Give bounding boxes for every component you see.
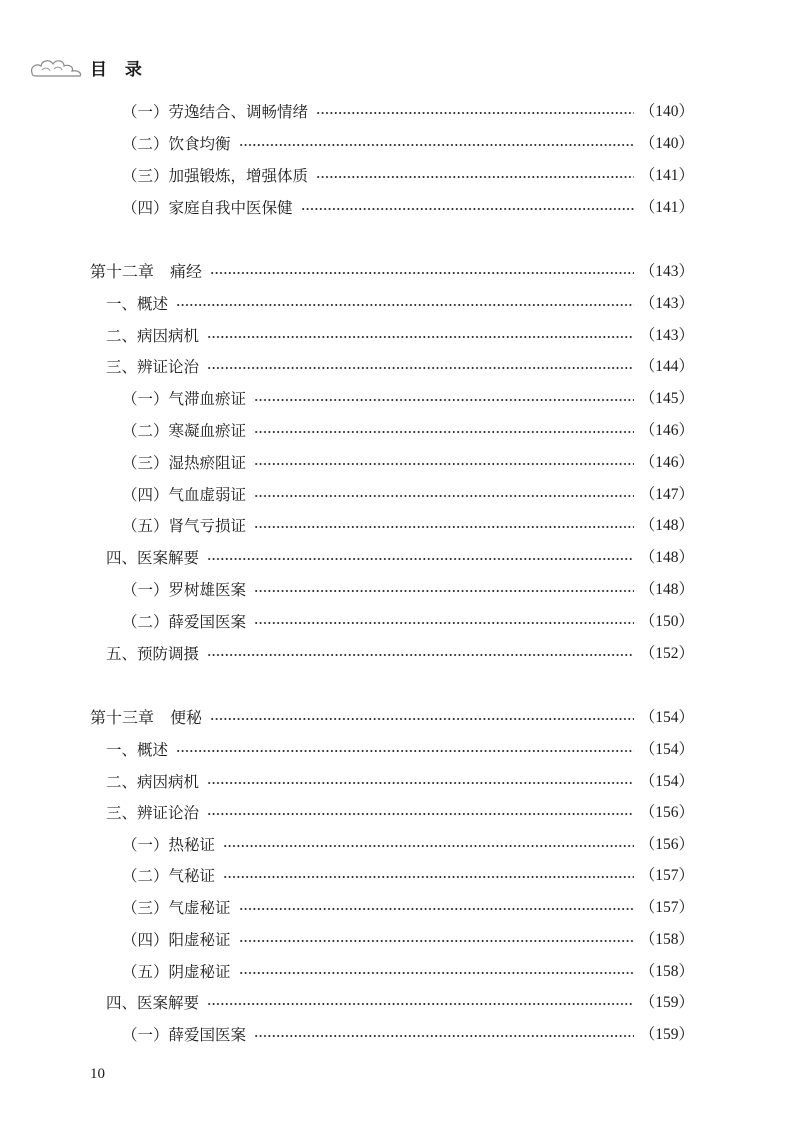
toc-entry-page: （154） bbox=[639, 741, 694, 758]
toc-entry-title: （一）罗树雄医案 bbox=[122, 575, 252, 605]
toc-entry-page: （148） bbox=[639, 549, 694, 566]
toc-entry-title: 四、医案解要 bbox=[106, 543, 205, 573]
toc-entry-row[interactable] bbox=[0, 575, 800, 605]
dot-leader bbox=[210, 718, 634, 720]
dot-leader bbox=[207, 336, 634, 338]
toc-entry-row[interactable] bbox=[0, 352, 800, 382]
toc-entry-title: 四、医案解要 bbox=[106, 988, 205, 1018]
toc-entry-row[interactable] bbox=[0, 925, 800, 955]
toc-entry-row[interactable] bbox=[0, 161, 800, 191]
toc-entry-page: （143） bbox=[639, 263, 694, 280]
toc-entry-title: （五）阴虚秘证 bbox=[122, 957, 237, 987]
toc-entry-row[interactable] bbox=[0, 480, 800, 510]
dot-leader bbox=[239, 940, 634, 942]
toc-entry-row[interactable] bbox=[0, 129, 800, 159]
toc-entry-title: 五、预防调摄 bbox=[106, 639, 205, 669]
toc-entry-row[interactable] bbox=[0, 861, 800, 891]
toc-entry-page: （156） bbox=[639, 804, 694, 821]
toc-entry-title: 二、病因病机 bbox=[106, 767, 205, 797]
toc-entry-title: （二）气秘证 bbox=[122, 861, 221, 891]
dot-leader bbox=[207, 1003, 634, 1005]
dot-leader bbox=[207, 367, 634, 369]
dot-leader bbox=[223, 876, 634, 878]
toc-entry-page: （143） bbox=[639, 327, 694, 344]
toc-entry-row[interactable] bbox=[0, 416, 800, 446]
dot-leader bbox=[254, 526, 634, 528]
dot-leader bbox=[176, 304, 634, 306]
toc-entry-page: （147） bbox=[639, 486, 694, 503]
toc-entry-row[interactable] bbox=[0, 384, 800, 414]
toc-entry-title: （二）饮食均衡 bbox=[122, 129, 237, 159]
toc-entry-row[interactable] bbox=[0, 1020, 800, 1050]
dot-leader bbox=[254, 622, 634, 624]
toc-entry-row[interactable] bbox=[0, 893, 800, 923]
toc-entry-title: （四）阳虚秘证 bbox=[122, 925, 237, 955]
toc-entry-page: （158） bbox=[639, 963, 694, 980]
toc-entry-row[interactable] bbox=[0, 321, 800, 351]
toc-entry-title: （一）薛爱国医案 bbox=[122, 1020, 252, 1050]
toc-entry-page: （140） bbox=[639, 135, 694, 152]
dot-leader bbox=[301, 208, 634, 210]
toc-entry-page: （150） bbox=[639, 613, 694, 630]
dot-leader bbox=[254, 463, 634, 465]
toc-entry-title: （一）气滞血瘀证 bbox=[122, 384, 252, 414]
toc-entry-row[interactable] bbox=[0, 511, 800, 541]
toc-entry-title: （三）湿热瘀阻证 bbox=[122, 448, 252, 478]
toc-entry-row[interactable] bbox=[0, 448, 800, 478]
dot-leader bbox=[254, 590, 634, 592]
toc-entry-title: 第十二章 痛经 bbox=[90, 257, 208, 287]
toc-entry-row[interactable] bbox=[0, 988, 800, 1018]
toc-entry-title: （三）加强锻炼，增强体质 bbox=[122, 161, 314, 191]
toc-entry-row[interactable] bbox=[0, 193, 800, 223]
toc-chapter-row[interactable] bbox=[0, 257, 800, 287]
toc-entry-page: （157） bbox=[639, 867, 694, 884]
toc-entry-row[interactable] bbox=[0, 830, 800, 860]
toc-entry-page: （144） bbox=[639, 358, 694, 375]
dot-leader bbox=[223, 845, 634, 847]
toc-entry-page: （154） bbox=[639, 709, 694, 726]
toc-entry-title: 一、概述 bbox=[106, 735, 174, 765]
toc-entry-page: （159） bbox=[639, 994, 694, 1011]
dot-leader bbox=[239, 144, 634, 146]
dot-leader bbox=[207, 813, 634, 815]
toc-entry-title: （四）气血虚弱证 bbox=[122, 480, 252, 510]
toc-entry-row[interactable] bbox=[0, 543, 800, 573]
toc-entry-title: （五）肾气亏损证 bbox=[122, 511, 252, 541]
toc-entry-row[interactable] bbox=[0, 289, 800, 319]
toc-entry-page: （141） bbox=[639, 199, 694, 216]
dot-leader bbox=[316, 176, 634, 178]
page-number: 10 bbox=[90, 1066, 105, 1082]
dot-leader bbox=[254, 1035, 634, 1037]
toc-entry-page: （152） bbox=[639, 645, 694, 662]
toc-entry-page: （159） bbox=[639, 1026, 694, 1043]
toc-entry-row[interactable] bbox=[0, 735, 800, 765]
toc-entry-page: （158） bbox=[639, 931, 694, 948]
toc-entry-page: （148） bbox=[639, 581, 694, 598]
dot-leader bbox=[207, 782, 634, 784]
toc-entry-title: （四）家庭自我中医保健 bbox=[122, 193, 299, 223]
dot-leader bbox=[207, 558, 634, 560]
toc-entry-page: （145） bbox=[639, 390, 694, 407]
toc-entry-title: 三、辨证论治 bbox=[106, 798, 205, 828]
toc-chapter-row[interactable] bbox=[0, 703, 800, 733]
toc-entry-page: （146） bbox=[639, 422, 694, 439]
toc-entry-row[interactable] bbox=[0, 957, 800, 987]
toc-entry-title: 一、概述 bbox=[106, 289, 174, 319]
dot-leader bbox=[316, 112, 634, 114]
dot-leader bbox=[254, 431, 634, 433]
toc-entry-title: （二）薛爱国医案 bbox=[122, 607, 252, 637]
toc-entry-page: （157） bbox=[639, 899, 694, 916]
toc-entry-title: （二）寒凝血瘀证 bbox=[122, 416, 252, 446]
toc-entry-title: 二、病因病机 bbox=[106, 321, 205, 351]
toc-entry-page: （156） bbox=[639, 836, 694, 853]
toc-entry-page: （146） bbox=[639, 454, 694, 471]
toc-entry-page: （148） bbox=[639, 517, 694, 534]
dot-leader bbox=[254, 495, 634, 497]
header-title: 目 录 bbox=[90, 59, 148, 80]
toc-entry-title: （一）热秘证 bbox=[122, 830, 221, 860]
toc-entry-title: （一）劳逸结合、调畅情绪 bbox=[122, 97, 314, 127]
dot-leader bbox=[207, 654, 634, 656]
toc-entry-row[interactable] bbox=[0, 607, 800, 637]
dot-leader bbox=[239, 972, 634, 974]
toc-entry-title: 三、辨证论治 bbox=[106, 352, 205, 382]
toc-entry-page: （141） bbox=[639, 167, 694, 184]
toc-entry-title: 第十三章 便秘 bbox=[90, 703, 208, 733]
dot-leader bbox=[176, 750, 634, 752]
dot-leader bbox=[210, 272, 634, 274]
toc-entry-row[interactable] bbox=[0, 767, 800, 797]
dot-leader bbox=[239, 908, 634, 910]
toc-entry-page: （143） bbox=[639, 295, 694, 312]
dot-leader bbox=[254, 399, 634, 401]
toc-entry-row[interactable] bbox=[0, 639, 800, 669]
toc-entry-title: （三）气虚秘证 bbox=[122, 893, 237, 923]
toc-entry-page: （140） bbox=[639, 103, 694, 120]
toc-entry-row[interactable] bbox=[0, 97, 800, 127]
toc-entry-page: （154） bbox=[639, 773, 694, 790]
toc-entry-row[interactable] bbox=[0, 798, 800, 828]
